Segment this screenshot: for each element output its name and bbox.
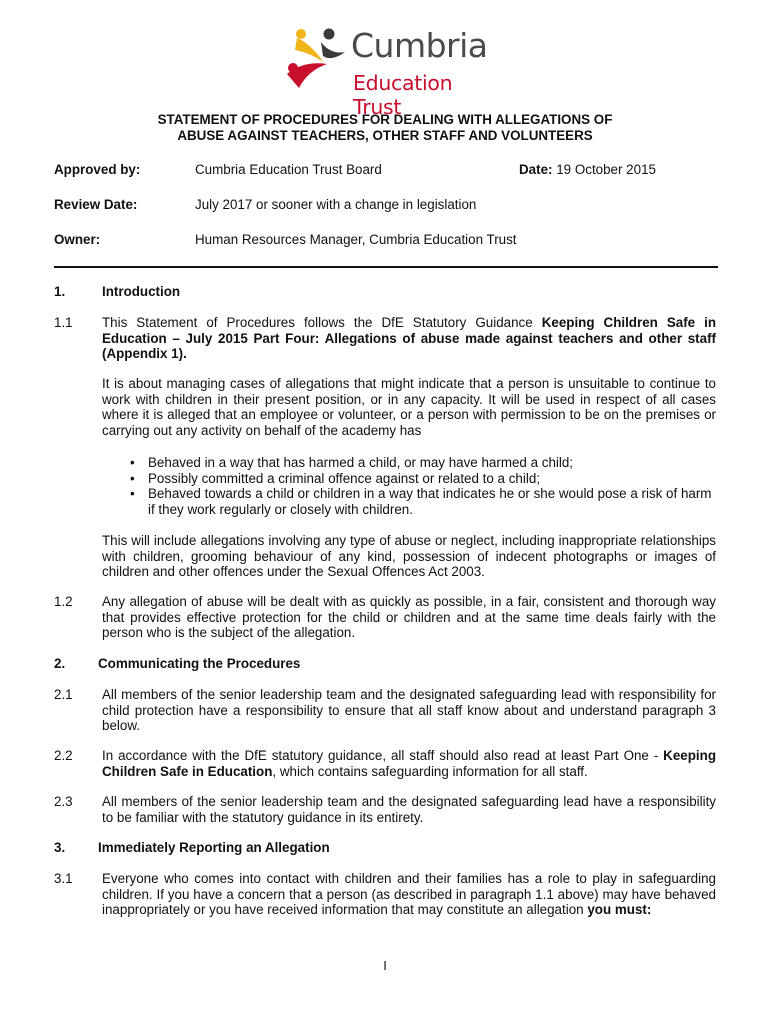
para-1-1-scope: This will include allegations involving any type of abuse or neglect, including inappropriate relationships with children, grooming behaviour of any kind, possession of indecent photographs or images of children and other offences under the Sexual Offences Act 2003.	[102, 533, 716, 580]
review-value: July 2017 or sooner with a change in legislation	[195, 197, 477, 212]
date-value: 19 October 2015	[556, 162, 656, 177]
owner-label: Owner:	[54, 232, 101, 247]
logo-figures-icon	[283, 28, 351, 100]
para-3-1-text: Everyone who comes into contact with children and their families has a role to play in safeguarding children. If you have a concern that a person (as described in paragraph 1.1 above) may have behaved inappropriately or you have received information that may constitute an allegation	[102, 871, 716, 918]
date-label: Date:	[519, 162, 553, 177]
title-line-2: ABUSE AGAINST TEACHERS, OTHER STAFF AND VOLUNTEERS	[177, 128, 593, 143]
list-item: • Behaved towards a child or children in a way that indicates he or she would pose a risk of harm if they work regularly or closely with children.	[130, 486, 720, 517]
para-1-1-bold: Keeping Children Safe in Education – July 2015 Part Four: Allegations of abuse made against teachers and other staff (Appendix 1).	[102, 315, 716, 362]
cumbria-education-trust-logo	[283, 26, 488, 119]
para-3-1-number: 3.1	[54, 871, 73, 886]
approved-value: Cumbria Education Trust Board	[195, 162, 382, 177]
section-1-heading: Introduction	[102, 284, 181, 299]
section-1-number: 1.	[54, 284, 66, 299]
owner-value: Human Resources Manager, Cumbria Education Trust	[195, 232, 517, 247]
section-3-heading: Immediately Reporting an Allegation	[98, 840, 330, 855]
para-3-1	[102, 871, 716, 918]
para-2-1-number: 2.1	[54, 687, 73, 702]
para-2-2-number: 2.2	[54, 748, 73, 763]
section-2-heading: Communicating the Procedures	[98, 656, 301, 671]
para-3-1-bold: you must:	[587, 902, 652, 918]
section-2-number: 2.	[54, 656, 66, 671]
owner-row	[54, 232, 724, 249]
para-2-2-text: In accordance with the DfE statutory guidance, all staff should also read at least Part One -	[102, 748, 664, 763]
page-number: I	[383, 958, 387, 973]
para-1-2: Any allegation of abuse will be dealt with as quickly as possible, in a fair, consistent and thorough way that provides effective protection for the child or children and at the same time deals fairly with the person who is the subject of the allegation.	[102, 594, 716, 641]
list-item: • Possibly committed a criminal offence against or related to a child;	[130, 471, 720, 487]
logo-text-cumbria: Cumbria	[351, 26, 488, 65]
para-1-1-text: This Statement of Procedures follows the DfE Statutory Guidance	[102, 315, 542, 330]
para-1-2-number: 1.2	[54, 594, 73, 609]
para-2-2-tail: , which contains safeguarding information for all staff.	[272, 763, 588, 779]
allegation-bullet-list	[130, 455, 720, 517]
list-item: • Behaved in a way that has harmed a child, or may have harmed a child;	[130, 455, 720, 471]
para-2-2	[102, 748, 716, 779]
horizontal-rule	[54, 266, 718, 268]
review-row	[54, 197, 724, 214]
para-1-1-body: It is about managing cases of allegations that might indicate that a person is unsuitable to continue to work with children in their present position, or in any capacity. It will be used in respect of all cases where it is alleged that an employee or volunteer, or a person with permission to be on the premises or carrying out any activity on behalf of the academy has	[102, 376, 716, 438]
para-2-3: All members of the senior leadership team and the designated safeguarding lead have a responsibility to be familiar with the statutory guidance in its entirety.	[102, 794, 716, 825]
para-2-3-number: 2.3	[54, 794, 73, 809]
section-3-number: 3.	[54, 840, 66, 855]
logo-text-education-trust: Education Trust	[353, 71, 453, 119]
para-1-1	[102, 315, 716, 362]
date-field	[519, 162, 656, 177]
para-1-1-number: 1.1	[54, 315, 73, 330]
title-line-1: STATEMENT OF PROCEDURES FOR DEALING WITH ALLEGATIONS OF	[157, 112, 613, 127]
para-2-2-bold: Keeping Children Safe in Education	[102, 748, 716, 779]
para-2-1: All members of the senior leadership team and the designated safeguarding lead with responsibility for child protection have a responsibility to ensure that all staff know about and understand paragraph 3 below.	[102, 687, 716, 734]
approved-label: Approved by:	[54, 162, 141, 177]
document-title	[0, 112, 770, 144]
review-label: Review Date:	[54, 197, 138, 212]
approved-row	[54, 162, 724, 179]
